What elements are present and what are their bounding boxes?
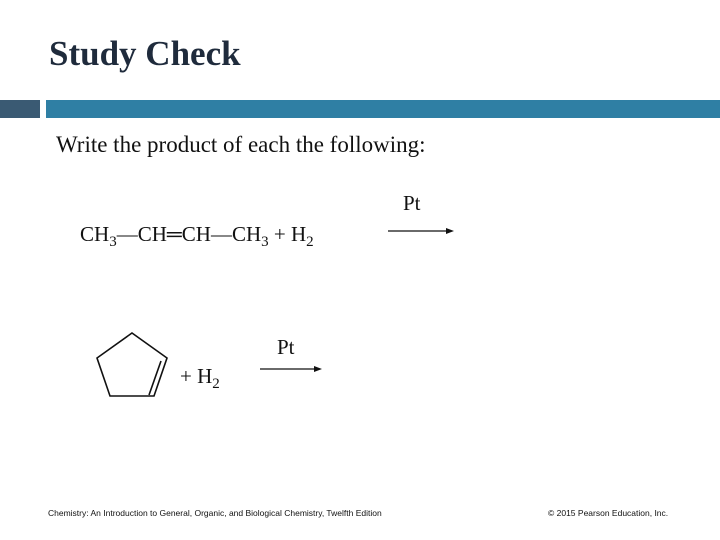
footer-copyright: © 2015 Pearson Education, Inc.	[548, 508, 669, 518]
header-bar-accent	[0, 100, 40, 118]
single-bond-1: —	[116, 222, 138, 246]
catalyst-pt-2: Pt	[277, 335, 295, 359]
catalyst-pt-1: Pt	[403, 191, 421, 215]
header-bar	[46, 100, 720, 118]
single-bond-2: —	[210, 222, 232, 246]
reaction-arrow-2	[260, 364, 322, 374]
footer-textbook: Chemistry: An Introduction to General, Organic, and Biological Chemistry, Twelfth Edition	[48, 508, 382, 518]
reaction1-reactants	[80, 222, 314, 251]
ch-mid-2: CH	[181, 222, 211, 246]
ch-mid-1: CH	[137, 222, 167, 246]
ch3-left: $CH_3$	[80, 222, 117, 250]
plus-h2-1: + $H_2$	[273, 222, 314, 250]
ch3-right: $CH_3$	[231, 222, 269, 250]
cyclopentene-structure	[92, 330, 174, 402]
reaction2-h2: + $H_2$	[180, 364, 220, 392]
question-prompt: Write the product of each the following:	[56, 132, 426, 157]
double-bond: ═	[166, 222, 182, 246]
slide-title: Study Check	[49, 34, 241, 73]
reaction-arrow-1	[388, 226, 454, 236]
